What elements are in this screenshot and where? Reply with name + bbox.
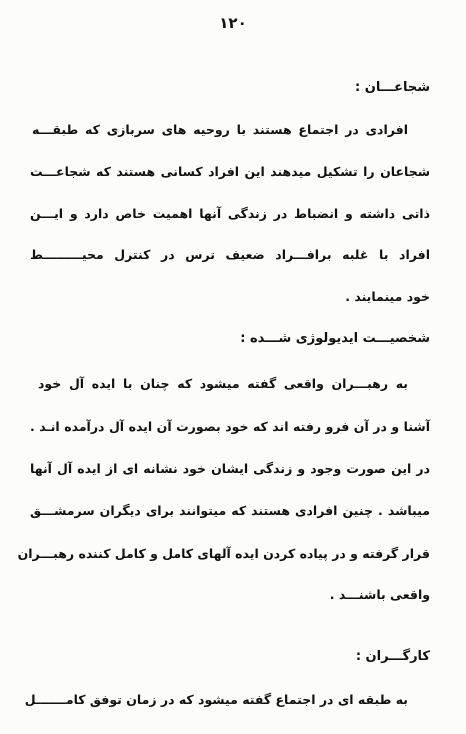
paragraph-line: آشنا و در آن فرو رفته اند که خود بصورت آن ایده آل درآمده انـد .: [30, 419, 430, 434]
section-heading-ideologue: شخصیـــت ایدیولوژی شـــده :: [240, 331, 430, 346]
paragraph-line: افرادی در اجتماع هستند با روحیه های سربازی که طبقـــه: [32, 122, 408, 137]
paragraph-line: واقعی باشنـــد .: [329, 587, 430, 602]
page-number: ١٢٠: [219, 14, 247, 32]
paragraph-line: در این صورت وجود و زندگی ایشان خود نشانه ای از ایده آل آنها: [30, 461, 430, 476]
section-heading-workers: کارگـــران :: [355, 649, 430, 664]
paragraph-line: قرار گرفته و در پیاده کردن ایده آلهای کامل و کامل کننده رهبـــران: [17, 546, 430, 561]
paragraph-line: به طبقه ای در اجتماع گفته میشود که در زمان توفق کامـــــــل: [24, 692, 408, 707]
paragraph-line: خود مینمایند .: [345, 289, 430, 304]
paragraph-line: میباشد . چنین افرادی هستند که میتوانند برای دیگران سرمشـــق: [30, 503, 430, 518]
paragraph-line: به رهبـــران واقعی گفته میشود که چنان با ایده آل خود: [38, 376, 408, 391]
paragraph-line: ذاتی داشته و انضباط در زندگی آنها اهمیت خاص دارد و ایـــن: [30, 206, 430, 221]
section-heading-brave: شجاعـــان :: [355, 80, 430, 95]
paragraph-line: شجاعان را تشکیل میدهند این افراد کسانی هستند که شجاعـــت: [30, 164, 430, 179]
paragraph-line: افراد با غلبه برافـــراد ضعیف ترس در کنترل محیـــــــــط: [30, 247, 430, 262]
